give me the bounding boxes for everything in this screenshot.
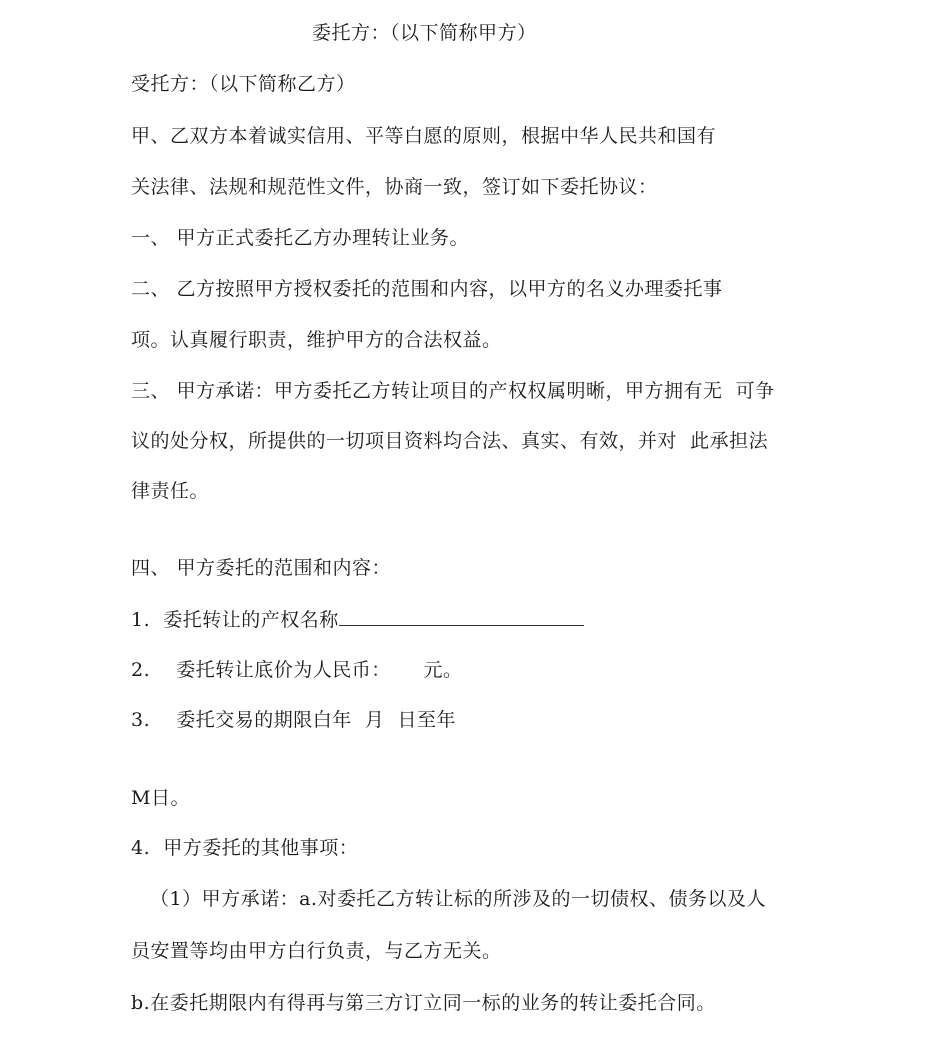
preamble-line-2: 关法律、法规和规范性文件，协商一致，签订如下委托协议：	[131, 176, 658, 198]
clause-4-heading: 四、 甲方委托的范围和内容：	[131, 557, 392, 579]
undertaking-line-2: 员安置等均由甲方白行负责，与乙方无关。	[131, 940, 502, 962]
item-4-line: 4. 甲方委托的其他事项：	[131, 837, 359, 859]
clause-3-line-1: 三、 甲方承诺：甲方委托乙方转让项目的产权权属明晰，甲方拥有无 可争	[131, 380, 775, 402]
clause-1-line: 一、 甲方正式委托乙方办理转让业务。	[131, 227, 470, 249]
clause-3-line-2: 议的处分权，所提供的一切项目资料均合法、真实、有效，并对 此承担法	[131, 430, 769, 452]
undertaking-b-line: b.在委托期限内有得再与第三方订立同一标的业务的转让委托合同。	[131, 992, 716, 1014]
preamble-line-1: 甲、乙双方本着诚实信用、平等白愿的原则，根据中华人民共和国有	[131, 125, 717, 147]
clause-2-line-1: 二、 乙方按照甲方授权委托的范围和内容，以甲方的名义办理委托事	[131, 278, 723, 300]
item-1-line	[131, 607, 584, 632]
property-name-blank	[339, 607, 584, 626]
undertaking-line-1: （1）甲方承诺：a.对委托乙方转让标的所涉及的一切债权、债务以及人	[150, 888, 766, 910]
agent-line: 受托方：（以下简称乙方）	[131, 73, 356, 95]
item-3-continuation: M日。	[131, 787, 190, 809]
item-1-label: 1. 委托转让的产权名称	[131, 609, 339, 631]
principal-line: 委托方：（以下简称甲方）	[312, 22, 537, 44]
item-3-line: 3. 委托交易的期限白年 月 日至年	[131, 709, 456, 731]
item-2-line: 2. 委托转让底价为人民币： 元。	[131, 659, 463, 681]
clause-2-line-2: 项。认真履行职责，维护甲方的合法权益。	[131, 329, 502, 351]
clause-3-line-3: 律责任。	[131, 480, 210, 502]
